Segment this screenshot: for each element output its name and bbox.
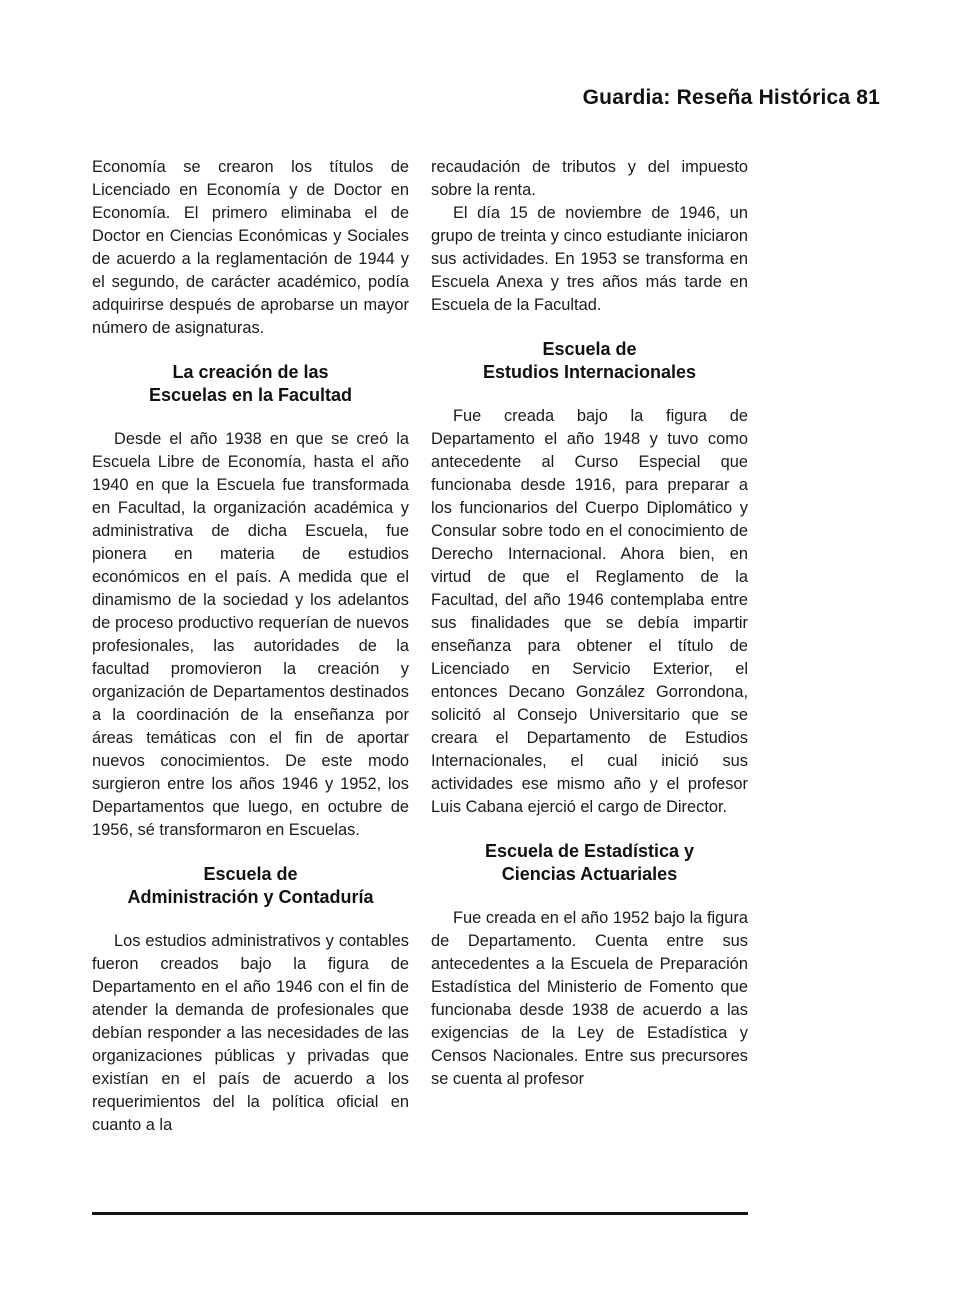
paragraph: Desde el año 1938 en que se creó la Escuela Libre de Economía, hasta el año 1940 en que la Escuela fue transformada en Facultad, la organización académica y administrativa de dicha Escuela, fue pionera en materia de estudios económicos en el país. A medida que el dinamismo de la sociedad y los adelantos de proceso productivo requerían de nuevos profesionales, las autoridades de la facultad promovieron la creación y organización de Departamentos destinados a la coordinación de la enseñanza por áreas temáticas con el fin de aportar nuevos conocimientos. De este modo surgieron entre los años 1946 y 1952, los Departamentos que luego, en octubre de 1956, sé transformaron en Escuelas. — [92, 430, 409, 839]
page-number: 81 — [856, 86, 880, 109]
left-column — [92, 156, 409, 1137]
paragraph: Los estudios administrativos y contables fueron creados bajo la figura de Departamento en el año 1946 con el fin de atender la demanda de profesionales que debían responder a las necesidades de las organizaciones públicas y privadas que existían en el país de acuerdo a los requerimientos del la política oficial en cuanto a la — [92, 932, 409, 1134]
heading-line: La creación de las — [172, 362, 329, 382]
section-heading-administracion — [92, 863, 409, 909]
paragraph: recaudación de tributos y del impuesto sobre la renta. — [431, 158, 748, 199]
heading-line: Escuela de — [203, 864, 298, 884]
paragraph: Economía se crearon los títulos de Licenciado en Economía y de Doctor en Economía. El primero eliminaba el de Doctor en Ciencias Económicas y Sociales de acuerdo a la reglamentación de 1944 y el segundo, de carácter académico, podía adquirirse después de aprobarse un mayor número de asignaturas. — [92, 158, 409, 337]
heading-line: Escuelas en la Facultad — [148, 385, 353, 405]
footer-rule — [92, 1212, 748, 1215]
paragraph: El día 15 de noviembre de 1946, un grupo de treinta y cinco estudiante iniciaron sus actividades. En 1953 se transforma en Escuela Anexa y tres años más tarde en Escuela de la Facultad. — [431, 204, 748, 314]
heading-line: Administración y Contaduría — [127, 887, 374, 907]
section-heading-internacionales — [431, 338, 748, 384]
heading-line: Escuela de — [542, 339, 637, 359]
header-title: Guardia: Reseña Histórica — [582, 86, 851, 109]
right-column — [431, 156, 748, 1091]
heading-line: Ciencias Actuariales — [501, 864, 678, 884]
heading-line: Estudios Internacionales — [482, 362, 697, 382]
running-header — [583, 86, 880, 110]
paragraph: Fue creada en el año 1952 bajo la figura de Departamento. Cuenta entre sus antecedentes a la Escuela de Preparación Estadística del Ministerio de Fomento que funcionaba desde 1938 de acuerdo a las exigencias de la Ley de Estadística y Censos Nacionales. Entre sus precursores se cuenta al profesor — [431, 909, 748, 1088]
section-heading-estadistica — [431, 840, 748, 886]
heading-line: Escuela de Estadística y — [484, 841, 695, 861]
section-heading-escuelas — [92, 361, 409, 407]
paragraph: Fue creada bajo la figura de Departamento el año 1948 y tuvo como antecedente al Curso Especial que funcionaba desde 1916, para preparar a los funcionarios del Cuerpo Diplomático y Consular sobre todo en el conocimiento de Derecho Internacional. Ahora bien, en virtud de que el Reglamento de la Facultad, del año 1946 contemplaba entre sus finalidades que se debía impartir enseñanza para obtener el título de Licenciado en Servicio Exterior, el entonces Decano González Gorrondona, solicitó al Consejo Universitario que se creara el Departamento de Estudios Internacionales, el cual inició sus actividades ese mismo año y el profesor Luis Cabana ejerció el cargo de Director. — [431, 407, 748, 816]
